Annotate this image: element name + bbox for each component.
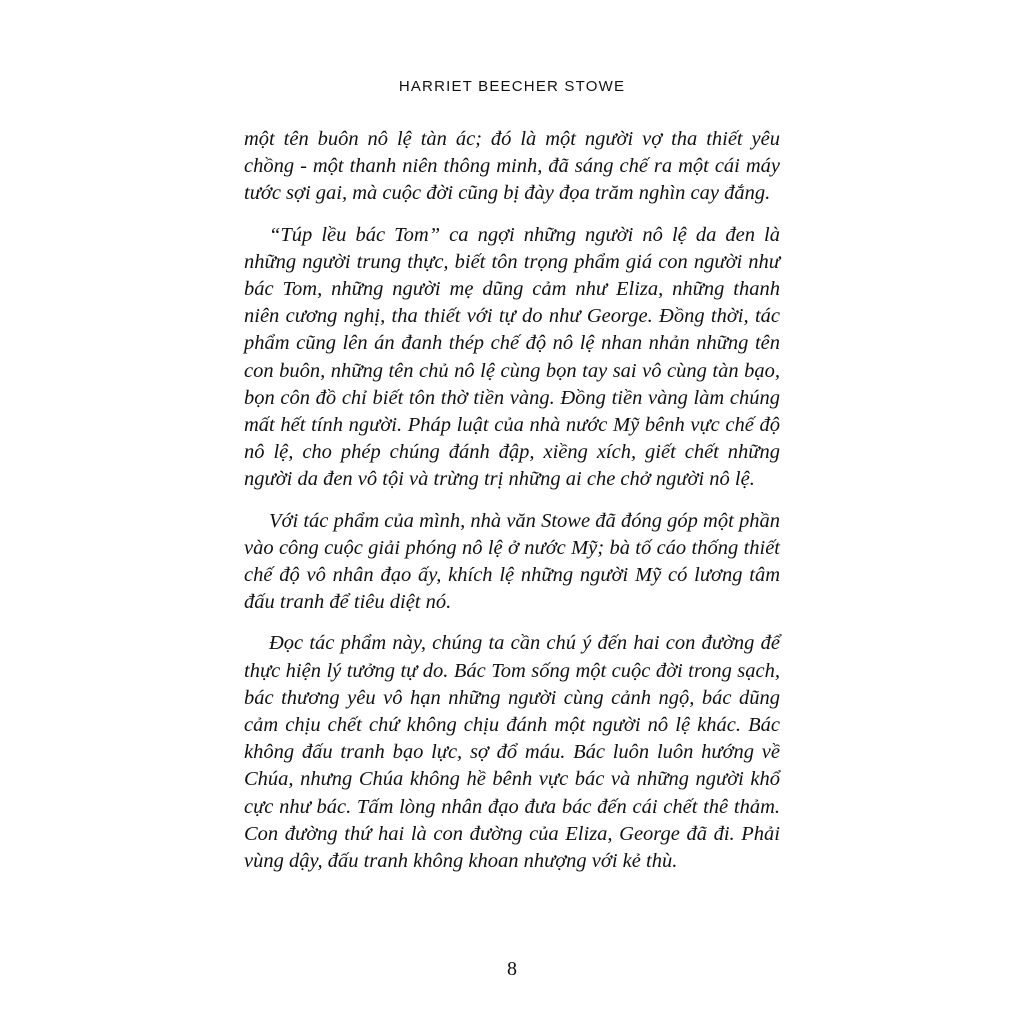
running-header: HARRIET BEECHER STOWE	[398, 78, 626, 95]
paragraph: “Túp lều bác Tom” ca ngợi những người nô lệ da đen là những người trung thực, biết tôn trọng phẩm giá con người như bác Tom, những người mẹ dũng cảm như Eliza, những thanh niên cương nghị, tha thiết với tự do như George. Đồng thời, tác phẩm cũng lên án đanh thép chế độ nô lệ nhan nhản những tên con buôn, những tên chủ nô lệ cùng bọn tay sai vô cùng tàn bạo, bọn côn đồ chỉ biết tôn thờ tiền vàng. Đồng tiền vàng làm chúng mất hết tính người. Pháp luật của nhà nước Mỹ bênh vực chế độ nô lệ, cho phép chúng đánh đập, xiềng xích, giết chết những người da đen vô tội và trừng trị những ai che chở người nô lệ.	[244, 223, 780, 491]
page-number: 8	[507, 958, 517, 980]
paragraph-continued: một tên buôn nô lệ tàn ác; đó là một người vợ tha thiết yêu chồng - một thanh niên thông minh, đã sáng chế ra một cái máy tước sợi gai, mà cuộc đời cũng bị đày đọa trăm nghìn cay đắng.	[244, 128, 780, 205]
body-text	[244, 126, 780, 875]
paragraph: Đọc tác phẩm này, chúng ta cần chú ý đến hai con đường để thực hiện lý tưởng tự do. Bác Tom sống một cuộc đời trong sạch, bác thương yêu vô hạn những người cùng cảnh ngộ, bác dũng cảm chịu chết chứ không chịu đánh một người nô lệ khác. Bác không đấu tranh bạo lực, sợ đổ máu. Bác luôn luôn hướng về Chúa, nhưng Chúa không hề bênh vực bác và những người khổ cực như bác. Tấm lòng nhân đạo đưa bác đến cái chết thê thảm. Con đường thứ hai là con đường của Eliza, George đã đi. Phải vùng dậy, đấu tranh không khoan nhượng với kẻ thù.	[244, 632, 780, 873]
paragraph: Với tác phẩm của mình, nhà văn Stowe đã đóng góp một phần vào công cuộc giải phóng nô lệ ở nước Mỹ; bà tố cáo thống thiết chế độ vô nhân đạo ấy, khích lệ những người Mỹ có lương tâm đấu tranh để tiêu diệt nó.	[244, 509, 780, 614]
